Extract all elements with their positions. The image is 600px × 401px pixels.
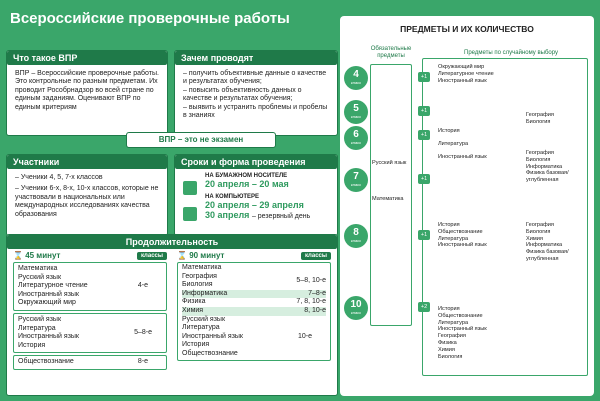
why-item: – получить объективные данные о качестве и результатах обучения; xyxy=(183,70,327,86)
what-header: Что такое ВПР xyxy=(7,51,167,65)
subjects-title: ПРЕДМЕТЫ И ИХ КОЛИЧЕСТВО xyxy=(400,24,534,34)
reserve-label: – резервный день xyxy=(251,213,311,220)
mandatory-box xyxy=(370,64,412,326)
participant-item: – Ученики 6-х, 8-х, 10-х классов, которые не участвовали в национальных или международных исследованиях качества образования xyxy=(15,185,159,218)
subject: Обществознание xyxy=(182,349,238,357)
grade-8-badge: 8 класс xyxy=(344,224,368,248)
subject: Математика xyxy=(18,265,58,272)
grade-4-choices: Окружающий мир Литературное чтение Иностранный язык xyxy=(438,64,494,84)
grade-7-choices: География Биология Информатика Физика базовая/ углубленная xyxy=(526,150,569,184)
subject: Русский язык xyxy=(18,315,62,323)
duration-card: Продолжительность ⌛ 45 минут классы Математика Русский язык Литературное чтение Иностранный язык Окружающий мир 4-е Русский язык Литература Иностранный язык История 5–8-е Обществознание 8-е ⌛ 90 минут классы Математика География Биология 5–8, 10-е Информатика 7–8-е Физика 7, 8, 10-е Химия 8, 10-е Русский язык Литература Иностранный язык История Обществознание 10-е xyxy=(6,234,338,396)
plus-badge: +1 xyxy=(418,230,430,240)
subject: Иностранный язык xyxy=(18,333,79,341)
classes-header: классы xyxy=(301,252,331,260)
page-title: Всероссийские проверочные работы xyxy=(10,10,290,27)
paper-label: НА БУМАЖНОМ НОСИТЕЛЕ xyxy=(205,173,288,179)
subject: Русский язык xyxy=(18,273,62,281)
plus-badge: +2 xyxy=(418,302,430,312)
subject: Информатика xyxy=(182,289,228,297)
grade-5-badge: 5 класс xyxy=(344,100,368,124)
subject: История xyxy=(18,341,46,349)
t45-label: 45 минут xyxy=(25,251,61,260)
left-panel xyxy=(6,42,338,396)
terms-header: Сроки и форма проведения xyxy=(175,155,337,169)
duration-header: Продолжительность xyxy=(7,235,337,249)
participants-card xyxy=(6,154,168,236)
class-range: 7, 8, 10-е xyxy=(296,298,326,306)
subject: История xyxy=(182,341,210,349)
participants-header: Участники xyxy=(7,155,167,169)
computer-label: НА КОМПЬЮТЕРЕ xyxy=(205,194,259,200)
why-card xyxy=(174,50,338,136)
subject: Математика xyxy=(182,264,222,271)
grade-8-extra: География Биология Химия Информатика Физика базовая/ углубленная xyxy=(526,222,569,262)
mandatory-math: Математика xyxy=(372,196,404,202)
participant-item: – Ученики 4, 5, 7-х классов xyxy=(15,174,103,181)
subject: Биология xyxy=(182,281,213,289)
t90-label: 90 минут xyxy=(189,251,225,260)
classes-header: классы xyxy=(137,252,167,260)
class-range: 8, 10-е xyxy=(304,306,326,314)
subjects-panel xyxy=(340,16,594,396)
choice-label: Предметы по случайному выбору xyxy=(464,50,558,56)
what-text: ВПР – Всероссийские проверочные работы. Это контрольные по разным предметам. Их проводит Рособрнадзор во всей стране по единым заданиям. Оценивают ВПР по единым критериям xyxy=(15,70,159,111)
class-range: 5–8, 10-е xyxy=(296,276,326,284)
grade-7-badge: 7 класс xyxy=(344,168,368,192)
grade-10-choices: История Обществознание Литература Иностранный язык География Физика Химия Биология xyxy=(438,306,487,360)
plus-badge: +1 xyxy=(418,130,430,140)
class-range: 5–8-е xyxy=(134,328,152,336)
subject: География xyxy=(182,272,217,280)
plus-badge: +1 xyxy=(418,174,430,184)
grade-6-badge: 6 класс xyxy=(344,126,368,150)
paper-dates: 20 апреля – 20 мая xyxy=(205,179,289,189)
class-range: 4-е xyxy=(137,282,148,290)
not-exam-banner: ВПР – это не экзамен xyxy=(126,132,276,148)
grade-56-choices: История Литература Иностранный язык xyxy=(438,128,487,160)
grade-5-extra: География Биология xyxy=(526,112,554,125)
plus-badge: +1 xyxy=(418,72,430,82)
what-card xyxy=(6,50,168,136)
grade-8-choices: История Обществознание Литература Иностранный язык xyxy=(438,222,487,249)
calendar-icon xyxy=(183,207,197,221)
subject: Литература xyxy=(18,324,56,332)
why-list xyxy=(175,65,337,125)
subject: Химия xyxy=(182,306,204,314)
terms-card xyxy=(174,154,338,236)
computer-dates: 20 апреля – 29 апреля xyxy=(205,200,304,210)
class-range: 8-е xyxy=(137,358,148,366)
class-range: 7–8-е xyxy=(308,289,326,297)
mandatory-russian: Русский язык xyxy=(372,160,407,166)
subject: Обществознание xyxy=(18,358,74,366)
mandatory-label: Обязательные предметы xyxy=(370,46,412,59)
grade-4-badge: 4 класс xyxy=(344,66,368,90)
calendar-icon xyxy=(183,181,197,195)
grade-10-badge: 10 класс xyxy=(344,296,368,320)
why-item: – выявить и устранить проблемы и пробелы в знаниях xyxy=(183,103,328,120)
subject: Иностранный язык xyxy=(182,332,243,340)
why-header: Зачем проводят xyxy=(175,51,337,65)
subject: Русский язык xyxy=(182,315,226,323)
class-range: 10-е xyxy=(297,332,312,340)
why-item: – повысить объективность данных о качестве и результатах обучения; xyxy=(183,86,302,103)
reserve-date: 30 апреля xyxy=(205,210,250,220)
subject: Иностранный язык xyxy=(18,290,79,298)
subject: Окружающий мир xyxy=(18,299,76,307)
plus-badge: +1 xyxy=(418,106,430,116)
subject: Литература xyxy=(182,324,220,332)
subject: Физика xyxy=(182,298,206,306)
subject: Литературное чтение xyxy=(18,282,88,290)
